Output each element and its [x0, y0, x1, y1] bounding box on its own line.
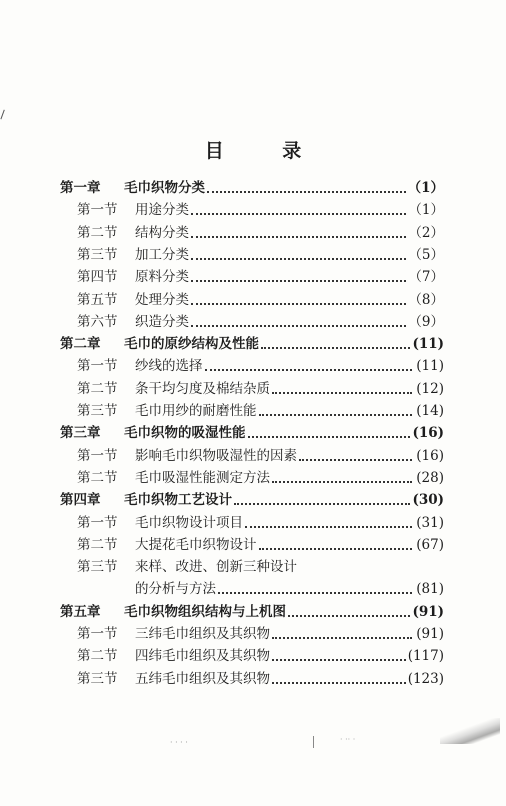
toc-entry-title: 条干均匀度及棉结杂质 [135, 380, 270, 397]
toc-page-number: （9） [408, 313, 444, 330]
toc-section-row [77, 397, 444, 419]
toc-page-number: (30) [412, 492, 444, 509]
toc-leader-dots [191, 302, 406, 305]
toc-leader-dots [272, 391, 412, 394]
toc-entry-title: 三纬毛巾组织及其织物 [135, 626, 270, 642]
toc-entry-title: 毛巾织物组织结构与上机图 [124, 603, 286, 620]
toc-entry-number: 第三节 [77, 670, 118, 687]
scan-mark-line [313, 736, 314, 748]
toc-page-number: （5） [408, 246, 444, 263]
toc-page-number: (123) [407, 670, 444, 687]
scan-speckle: · · · · [170, 738, 188, 747]
toc-leader-dots [234, 502, 410, 505]
toc-section-row [77, 241, 444, 263]
toc-leader-dots [259, 547, 413, 550]
toc-entry-number: 第四章 [60, 492, 101, 509]
toc-leader-dots [191, 212, 406, 215]
toc-leader-dots [272, 681, 406, 684]
toc-entry-number: 第一节 [77, 358, 118, 375]
toc-leader-dots [205, 368, 413, 371]
toc-entry-number: 第一节 [77, 202, 118, 219]
toc-page-number: (117) [407, 648, 444, 665]
toc-entry-number: 第二节 [77, 648, 118, 665]
toc-entry-title: 毛巾吸湿性能测定方法 [135, 469, 270, 486]
toc-entry-number: 第一节 [77, 447, 118, 464]
toc-page-number: (31) [416, 514, 444, 531]
toc-section-row [77, 263, 444, 285]
toc-entry-title: 织造分类 [135, 313, 189, 330]
toc-entry-title: 毛巾织物的吸湿性能 [124, 425, 246, 442]
toc-entry-title: 毛巾的原纱结构及性能 [124, 336, 259, 353]
toc-page-number: （1） [408, 202, 444, 219]
toc-leader-dots [272, 636, 412, 639]
toc-entry-number: 第五节 [77, 291, 118, 308]
toc-entry-number: 第五章 [60, 603, 101, 620]
toc-leader-dots [191, 235, 406, 238]
toc-leader-dots [207, 190, 406, 193]
toc-page-number: (16) [416, 447, 444, 464]
toc-chapter-row [60, 419, 444, 441]
toc-entry-title: 毛巾织物工艺设计 [124, 492, 232, 509]
toc-chapter-row [60, 486, 444, 508]
toc-section-row [77, 286, 444, 308]
toc-section-row [77, 642, 444, 664]
toc-entry-title: 加工分类 [135, 246, 189, 263]
toc-entry-title: 处理分类 [135, 291, 189, 308]
toc-entry-number: 第一节 [77, 626, 118, 642]
toc-leader-dots [191, 279, 406, 282]
toc-entry-number: 第三节 [77, 559, 118, 576]
toc-entry-number: 第三章 [60, 425, 101, 442]
toc-section-row [77, 509, 444, 531]
toc-entry-number: 第二节 [77, 536, 118, 553]
toc-leader-dots [191, 324, 406, 327]
toc-leader-dots [259, 413, 413, 416]
toc-entry-title: 纱线的选择 [135, 358, 203, 375]
toc-leader-dots [272, 658, 406, 661]
toc-entry-title: 毛巾织物设计项目 [135, 514, 243, 531]
toc-entry-title: 结构分类 [135, 224, 189, 241]
toc-page-number: (81) [416, 581, 444, 598]
toc-section-row [77, 665, 444, 687]
toc-page-number: (14) [416, 403, 444, 419]
toc-entry-number: 第二章 [60, 336, 101, 353]
toc-section-row [77, 575, 444, 597]
toc-entry-number: 第二节 [77, 224, 118, 241]
toc-entry-number: 第四节 [77, 269, 118, 286]
toc-chapter-row [60, 174, 444, 196]
toc-section-row [77, 219, 444, 241]
scan-smudge [440, 718, 500, 744]
toc-leader-dots [245, 525, 412, 528]
toc-page-number: （7） [408, 269, 444, 286]
toc-entry-number: 第二节 [77, 380, 118, 397]
toc-leader-dots [248, 435, 411, 438]
toc-section-row [77, 308, 444, 330]
toc-chapter-row [60, 598, 444, 620]
toc-entry-title: 来样、改进、创新三种设计 [135, 559, 297, 576]
toc-section-row [77, 352, 444, 374]
toc-entry-number: 第二节 [77, 469, 118, 486]
toc-section-row [77, 553, 444, 575]
toc-entry-number: 第一节 [77, 514, 118, 531]
toc-entry-title: 的分析与方法 [135, 581, 216, 598]
toc-entry-number: 第三节 [77, 246, 118, 263]
toc-entry-number: 第三节 [77, 403, 118, 419]
toc-section-row [77, 464, 444, 486]
toc-leader-dots [191, 257, 406, 260]
toc-section-row [77, 375, 444, 397]
toc-section-row [77, 442, 444, 464]
toc-leader-dots [288, 614, 410, 617]
toc-entry-title: 五纬毛巾组织及其织物 [135, 670, 270, 687]
toc-entry-title: 用途分类 [135, 202, 189, 219]
toc-leader-dots [261, 346, 410, 349]
toc-page-number: （8） [408, 291, 444, 308]
toc-section-row [77, 531, 444, 553]
toc-entry-title: 影响毛巾织物吸湿性的因素 [135, 447, 297, 464]
toc-entry-title: 毛巾用纱的耐磨性能 [135, 403, 257, 419]
toc-leader-dots [272, 480, 412, 483]
toc-page-number: (28) [416, 469, 444, 486]
toc-section-row [77, 196, 444, 218]
toc-leader-dots [299, 571, 412, 572]
toc-page-number: （1） [407, 180, 444, 196]
toc-entry-title: 毛巾织物分类 [124, 180, 205, 196]
toc-page-number: (12) [416, 380, 444, 397]
toc-page-number: (91) [412, 603, 444, 620]
page-title: 目 录 [204, 140, 328, 162]
toc-page-number: (11) [412, 336, 444, 353]
toc-chapter-row [60, 330, 444, 352]
toc-leader-dots [299, 458, 412, 461]
toc-leader-dots [218, 591, 412, 594]
toc-page-number: (67) [416, 536, 444, 553]
toc-entry-title: 四纬毛巾组织及其织物 [135, 648, 270, 665]
toc-page-number: (91) [416, 626, 444, 642]
toc-page-number: (11) [416, 358, 444, 375]
toc-entry-title: 原料分类 [135, 269, 189, 286]
scan-mark [0, 110, 7, 121]
toc-page-number: （2） [408, 224, 444, 241]
toc-entry-number: 第六节 [77, 313, 118, 330]
scan-speckle-2: · ·· · [340, 735, 356, 744]
toc-section-row [77, 620, 444, 642]
toc-entry-title: 大提花毛巾织物设计 [135, 536, 257, 553]
toc-page-number: (16) [412, 425, 444, 442]
toc-entry-number: 第一章 [60, 180, 101, 196]
